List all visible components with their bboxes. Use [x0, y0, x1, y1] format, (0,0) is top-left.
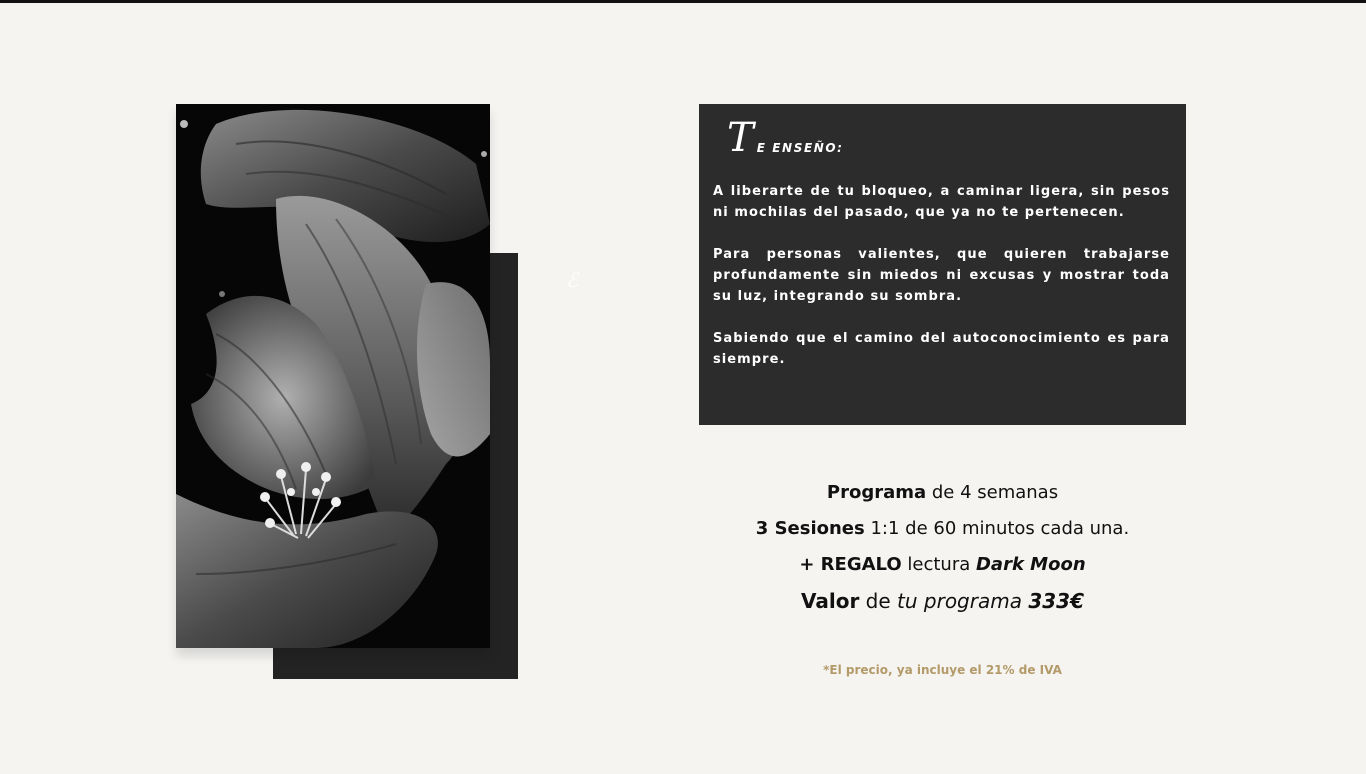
panel-body — [713, 181, 1170, 391]
offer-gift-text: lectura — [901, 554, 976, 575]
offer-gift-label: + REGALO — [799, 554, 902, 575]
panel-heading — [727, 115, 844, 161]
top-rule — [0, 0, 1366, 3]
panel-paragraph: A liberarte de tu bloqueo, a caminar ligera, sin pesos ni mochilas del pasado, que ya no te pertenecen. — [713, 184, 1170, 220]
heading-initial: T — [727, 115, 754, 161]
offer-duration-text: de 4 semanas — [926, 482, 1059, 503]
offer-program-label: Programa — [826, 482, 927, 503]
offer-gift-title: Dark Moon — [975, 554, 1086, 575]
offer-sessions-label: 3 Sesiones — [755, 518, 865, 539]
offer-value-text: tu programa — [897, 589, 1022, 613]
panel-paragraph: Para personas valientes, que quieren trabajarse profundamente sin miedos ni excusas y mostrar toda su luz, integrando su sombra. — [713, 247, 1170, 304]
offer-sessions-line — [699, 511, 1186, 547]
offer-gift-line — [699, 547, 1186, 583]
flower-photo — [176, 104, 490, 648]
script-ornament: ℰ — [566, 268, 579, 292]
program-offer — [699, 475, 1186, 619]
panel-paragraph: Sabiendo que el camino del autoconocimiento es para siempre. — [713, 331, 1170, 367]
teaching-panel — [699, 104, 1186, 425]
offer-value-label: Valor — [800, 589, 860, 613]
offer-duration-line — [699, 475, 1186, 511]
offer-value-connector: de — [859, 589, 898, 613]
flower-illustration — [176, 104, 490, 648]
offer-price: 333€ — [1028, 589, 1085, 613]
offer-sessions-text: 1:1 de 60 minutos cada una. — [864, 518, 1130, 539]
heading-text: E ENSEÑO: — [756, 141, 844, 155]
vat-note: *El precio, ya incluye el 21% de IVA — [823, 663, 1062, 677]
offer-price-line — [699, 583, 1186, 619]
